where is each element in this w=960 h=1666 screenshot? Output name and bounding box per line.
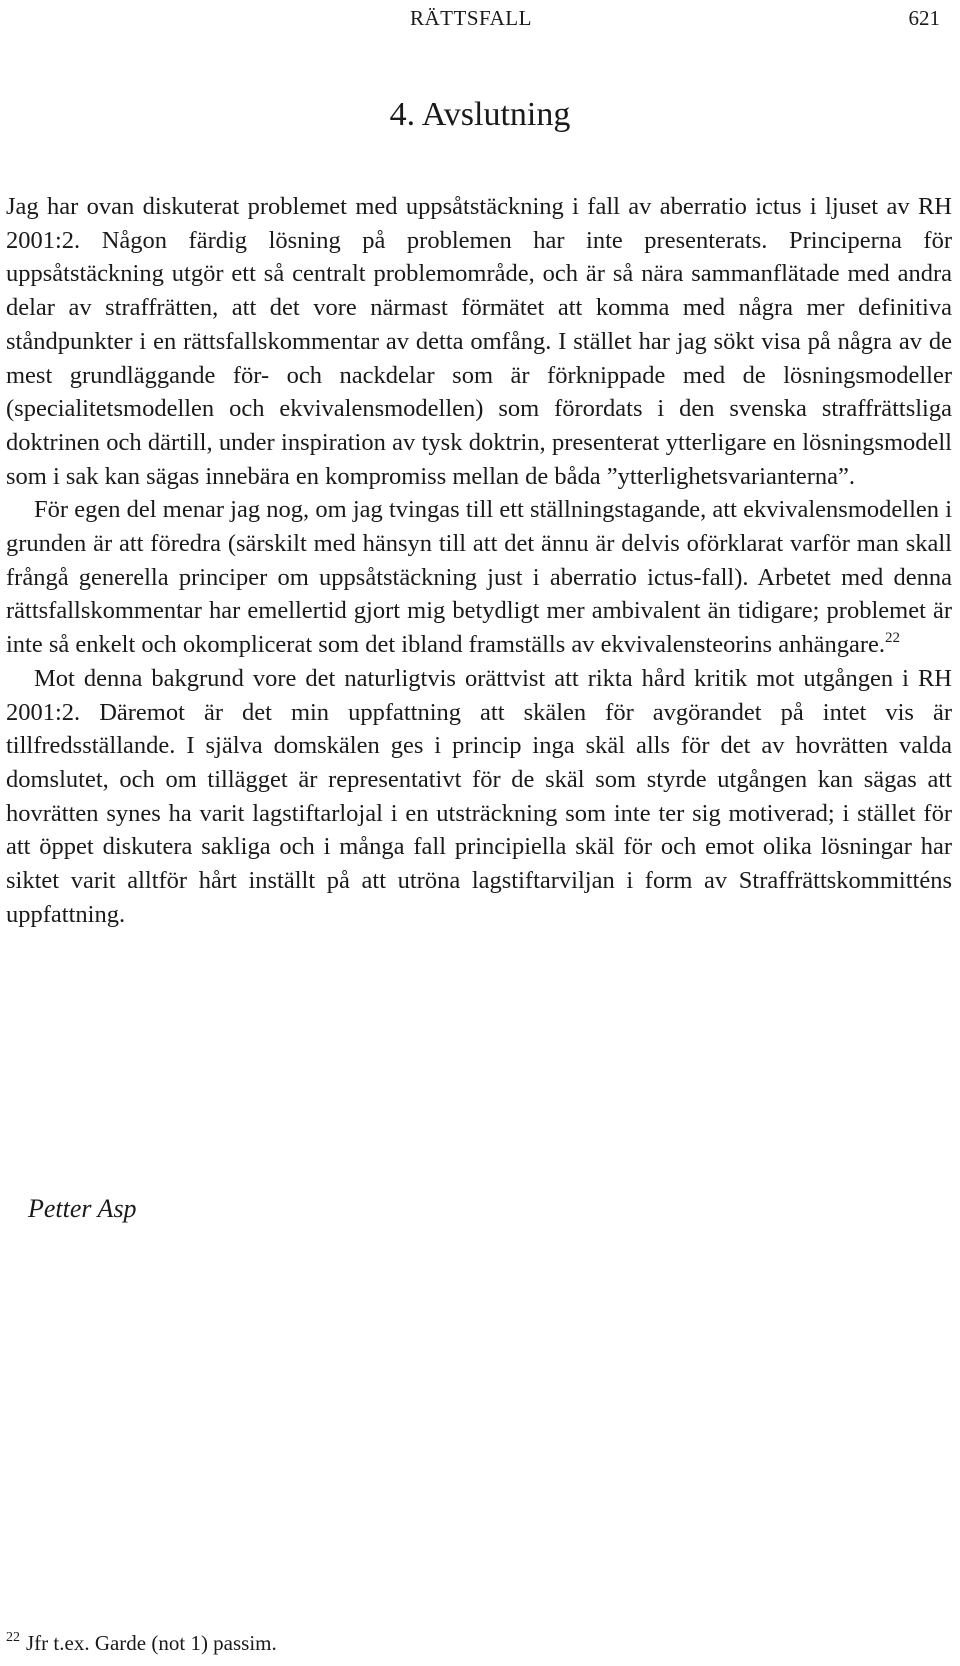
running-head (0, 6, 960, 36)
body-text (6, 190, 952, 931)
paragraph-3-text: Mot denna bakgrund vore det naturligtvis orättvist att rikta hård kritik mot utgången i RH 2001:2. Däremot är det min uppfattning att skälen för avgörandet på intet vis är tillfredsställande. I själva domskälen ges i princip inga skäl alls för det av hovrätten valda domslutet, och om tillägget är representativt för de skäl som styrde utgången kan sägas att hovrätten synes ha varit lagstiftarlojal i en utsträckning som inte ter sig motiverad; i stället för att öppet diskutera sakliga och i många fall principiella skäl för och emot olika lösningar har siktet varit alltför hårt inställt på att utröna lagstiftarviljan i form av Straffrättskommitténs uppfattning. (6, 664, 952, 928)
paragraph-2 (6, 493, 952, 662)
paragraph-1-text: Jag har ovan diskuterat problemet med uppsåtstäckning i fall av aberratio ictus i ljuset av RH 2001:2. Någon färdig lösning på problemen har inte presenterats. Principerna för uppsåtstäckning utgör ett så centralt problemområde, och är så nära sammanflätade med andra delar av straffrätten, att det vore närmast förmätet att komma med några mer definitiva ståndpunkter i en rättsfallskommentar av detta omfång. I stället har jag sökt visa på några av de mest grundläggande för- och nackdelar som är förknippade med de lösningsmodeller (specialitetsmodellen och ekvivalensmodellen) som förordats i den svenska straffrättsliga doktrinen och därtill, under inspiration av tysk doktrin, presenterat ytterligare en lösningsmodell som i sak kan sägas innebära en kompromiss mellan de båda ”ytterlighetsvarianterna”. (6, 193, 952, 490)
footnote-text: Jfr t.ex. Garde (not 1) passim. (26, 1631, 277, 1655)
paragraph-2-text: För egen del menar jag nog, om jag tvingas till ett ställningstagande, att ekvivalensmodellen i grunden är att föredra (särskilt med hänsyn till att det ännu är delvis oförklarat varför man skall frångå generella principer om uppsåtstäckning just i aberratio ictus-fall). Arbetet med denna rättsfallskommentar har emellertid gjort mig betydligt mer ambivalent än tidigare; problemet är inte så enkelt och okomplicerat som det ibland framställs av ekvivalensteorins anhängare. (6, 496, 952, 659)
paragraph-1 (6, 190, 952, 493)
page-number: 621 (908, 6, 940, 30)
footnote-reference: 22 (885, 630, 900, 647)
running-head-title: RÄTTSFALL (410, 6, 532, 30)
paragraph-3 (6, 662, 952, 932)
section-heading: 4. Avslutning (389, 96, 571, 133)
footnote-number: 22 (6, 1630, 20, 1645)
footnote (6, 1630, 277, 1656)
author-signature: Petter Asp (28, 1194, 137, 1223)
